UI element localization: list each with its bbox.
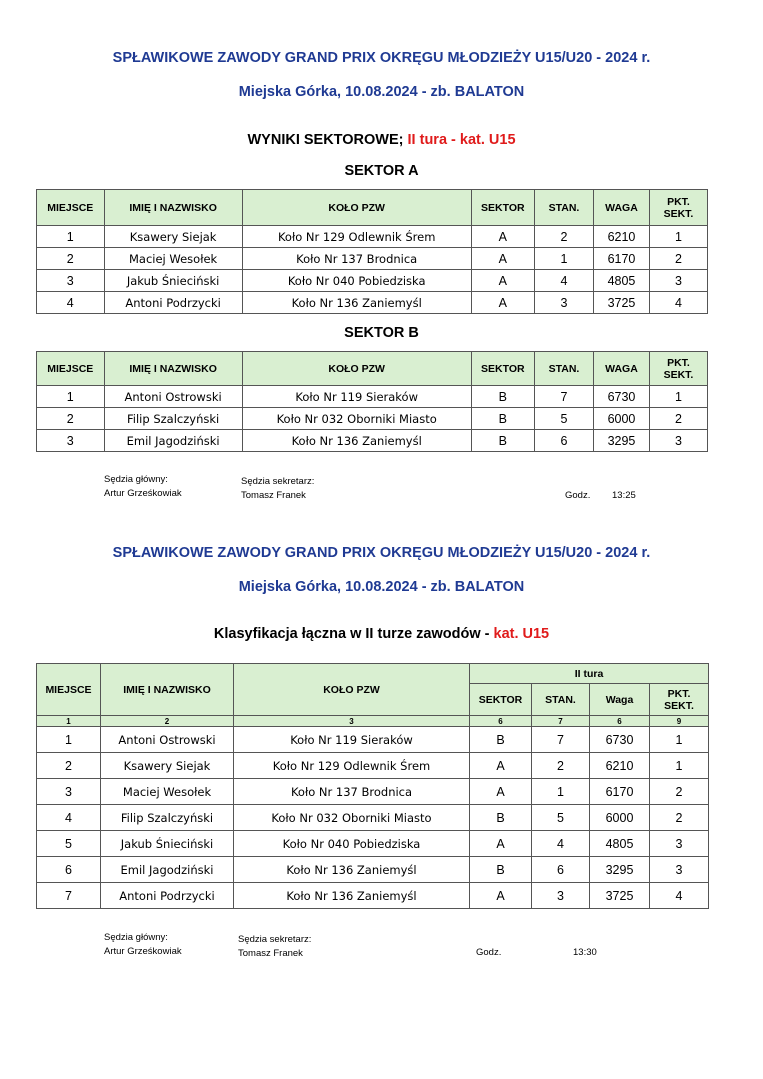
col-header-points	[650, 684, 709, 716]
col-header-name: IMIĘ I NAZWISKO	[104, 190, 242, 226]
table-row	[37, 857, 709, 883]
place-cell: 6	[37, 857, 101, 883]
stand-cell: 1	[532, 779, 590, 805]
table-row	[37, 270, 708, 292]
weight-cell: 3725	[590, 883, 650, 909]
club-cell: Koło Nr 032 Oborniki Miasto	[234, 805, 470, 831]
place-cell: 7	[37, 883, 101, 909]
weight-cell: 6210	[594, 226, 650, 248]
table-row	[37, 292, 708, 314]
col-header-weight: WAGA	[594, 190, 650, 226]
weight-cell: 4805	[590, 831, 650, 857]
report1-subtitle: Miejska Górka, 10.08.2024 - zb. BALATON	[238, 84, 525, 100]
club-cell: Koło Nr 129 Odlewnik Śrem	[242, 226, 471, 248]
points-cell: 3	[649, 430, 707, 452]
weight-cell: 6000	[594, 408, 650, 430]
secretary-label: Sędzia sekretarz:	[238, 934, 312, 945]
place-cell: 1	[37, 727, 101, 753]
club-cell: Koło Nr 137 Brodnica	[242, 248, 471, 270]
report1-heading-text: WYNIKI SEKTOROWE;	[247, 132, 408, 148]
table-row	[37, 805, 709, 831]
stand-cell: 6	[532, 857, 590, 883]
report1-heading	[0, 132, 763, 148]
table-row	[37, 386, 708, 408]
club-cell: Koło Nr 136 Zaniemyśl	[234, 883, 470, 909]
name-cell: Maciej Wesołek	[104, 248, 242, 270]
name-cell: Ksawery Siejak	[101, 753, 234, 779]
table-row	[37, 727, 709, 753]
col-header-points-line2: SEKT.	[663, 207, 694, 220]
sector-a-table	[36, 189, 708, 314]
weight-cell: 6730	[594, 386, 650, 408]
table-row	[37, 831, 709, 857]
table-header-row	[37, 352, 708, 386]
stand-cell: 2	[534, 226, 593, 248]
secretary-name: Tomasz Franek	[238, 948, 303, 959]
place-cell: 3	[37, 430, 105, 452]
stand-cell: 4	[532, 831, 590, 857]
col-number: 9	[650, 716, 709, 727]
place-cell: 1	[37, 226, 105, 248]
col-number: 6	[470, 716, 532, 727]
points-cell: 4	[650, 883, 709, 909]
weight-cell: 6170	[590, 779, 650, 805]
col-header-group-round: II tura	[470, 664, 709, 684]
table-row	[37, 408, 708, 430]
name-cell: Jakub Śnieciński	[101, 831, 234, 857]
col-header-points-line2: SEKT.	[663, 368, 694, 381]
place-cell: 5	[37, 831, 101, 857]
table-row	[37, 753, 709, 779]
sector-cell: B	[471, 430, 534, 452]
club-cell: Koło Nr 119 Sieraków	[242, 386, 471, 408]
points-cell: 2	[649, 408, 707, 430]
place-cell: 2	[37, 753, 101, 779]
column-number-row	[37, 716, 709, 727]
col-header-points	[649, 352, 707, 386]
club-cell: Koło Nr 040 Pobiedziska	[242, 270, 471, 292]
place-cell: 2	[37, 248, 105, 270]
club-cell: Koło Nr 032 Oborniki Miasto	[242, 408, 471, 430]
judge-signature-2	[104, 931, 182, 959]
report1-heading-category: II tura - kat. U15	[407, 132, 516, 148]
sector-cell: B	[470, 857, 532, 883]
club-cell: Koło Nr 119 Sieraków	[234, 727, 470, 753]
report2-heading-category: kat. U15	[493, 626, 550, 642]
weight-cell: 3295	[594, 430, 650, 452]
weight-cell: 4805	[594, 270, 650, 292]
club-cell: Koło Nr 040 Pobiedziska	[234, 831, 470, 857]
secretary-name: Tomasz Franek	[241, 490, 306, 501]
col-header-stand: STAN.	[532, 684, 590, 716]
col-header-points-line1: PKT.	[667, 687, 691, 700]
report1-title: SPŁAWIKOWE ZAWODY GRAND PRIX OKRĘGU MŁODZIEŻY U15/U20 - 2024 r.	[112, 50, 651, 66]
club-cell: Koło Nr 136 Zaniemyśl	[234, 857, 470, 883]
points-cell: 4	[649, 292, 707, 314]
table-row	[37, 226, 708, 248]
stand-cell: 7	[534, 386, 593, 408]
col-header-club: KOŁO PZW	[234, 664, 470, 716]
points-cell: 1	[649, 226, 707, 248]
weight-cell: 6000	[590, 805, 650, 831]
points-cell: 1	[650, 727, 709, 753]
col-header-place: MIEJSCE	[37, 352, 105, 386]
points-cell: 3	[649, 270, 707, 292]
judge-name: Artur Grześkowiak	[104, 946, 182, 957]
table-row	[37, 779, 709, 805]
sector-cell: A	[471, 248, 534, 270]
sector-cell: B	[471, 408, 534, 430]
col-header-sector: SEKTOR	[471, 190, 534, 226]
place-cell: 4	[37, 292, 105, 314]
points-cell: 2	[649, 248, 707, 270]
table-row	[37, 883, 709, 909]
judge-signature	[104, 473, 182, 501]
name-cell: Antoni Ostrowski	[104, 386, 242, 408]
stand-cell: 1	[534, 248, 593, 270]
weight-cell: 6730	[590, 727, 650, 753]
sector-cell: A	[470, 779, 532, 805]
sector-cell: B	[470, 727, 532, 753]
club-cell: Koło Nr 136 Zaniemyśl	[242, 292, 471, 314]
name-cell: Filip Szalczyński	[101, 805, 234, 831]
sector-a-title: SEKTOR A	[344, 163, 419, 179]
name-cell: Ksawery Siejak	[104, 226, 242, 248]
place-cell: 3	[37, 270, 105, 292]
stand-cell: 2	[532, 753, 590, 779]
points-cell: 1	[649, 386, 707, 408]
report2-title: SPŁAWIKOWE ZAWODY GRAND PRIX OKRĘGU MŁODZIEŻY U15/U20 - 2024 r.	[112, 545, 651, 561]
sector-cell: A	[471, 270, 534, 292]
col-header-club: KOŁO PZW	[242, 190, 471, 226]
weight-cell: 3725	[594, 292, 650, 314]
table-row	[37, 430, 708, 452]
stand-cell: 5	[532, 805, 590, 831]
name-cell: Antoni Podrzycki	[101, 883, 234, 909]
stand-cell: 5	[534, 408, 593, 430]
sector-cell: A	[470, 753, 532, 779]
table-row	[37, 248, 708, 270]
secretary-signature-2	[238, 933, 311, 961]
secretary-signature	[241, 475, 314, 503]
place-cell: 3	[37, 779, 101, 805]
col-number: 1	[37, 716, 101, 727]
col-header-place: MIEJSCE	[37, 190, 105, 226]
col-header-weight: WAGA	[594, 352, 650, 386]
points-cell: 1	[650, 753, 709, 779]
time-value: 13:25	[612, 490, 636, 501]
col-number: 6	[590, 716, 650, 727]
overall-table	[36, 663, 709, 909]
club-cell: Koło Nr 136 Zaniemyśl	[242, 430, 471, 452]
sector-b-table	[36, 351, 708, 452]
name-cell: Maciej Wesołek	[101, 779, 234, 805]
table-header-row	[37, 664, 709, 684]
place-cell: 4	[37, 805, 101, 831]
sector-cell: A	[470, 831, 532, 857]
secretary-label: Sędzia sekretarz:	[241, 476, 315, 487]
sector-cell: A	[471, 292, 534, 314]
name-cell: Emil Jagodziński	[101, 857, 234, 883]
judge-label: Sędzia główny:	[104, 474, 168, 485]
col-number: 7	[532, 716, 590, 727]
col-header-stand: STAN.	[534, 190, 593, 226]
weight-cell: 3295	[590, 857, 650, 883]
points-cell: 2	[650, 805, 709, 831]
stand-cell: 6	[534, 430, 593, 452]
sector-cell: A	[470, 883, 532, 909]
sector-cell: A	[471, 226, 534, 248]
stand-cell: 3	[532, 883, 590, 909]
col-number: 3	[234, 716, 470, 727]
report2-heading	[0, 626, 763, 642]
place-cell: 2	[37, 408, 105, 430]
col-header-sector: SEKTOR	[471, 352, 534, 386]
stand-cell: 3	[534, 292, 593, 314]
col-header-points-line2: SEKT.	[664, 699, 694, 712]
club-cell: Koło Nr 129 Odlewnik Śrem	[234, 753, 470, 779]
club-cell: Koło Nr 137 Brodnica	[234, 779, 470, 805]
sector-b-title: SEKTOR B	[344, 325, 419, 341]
sector-cell: B	[471, 386, 534, 408]
col-header-name: IMIĘ I NAZWISKO	[101, 664, 234, 716]
col-header-place: MIEJSCE	[37, 664, 101, 716]
stand-cell: 4	[534, 270, 593, 292]
stand-cell: 7	[532, 727, 590, 753]
col-header-weight: Waga	[590, 684, 650, 716]
points-cell: 3	[650, 831, 709, 857]
col-header-points	[649, 190, 707, 226]
time-label-2: Godz.	[476, 947, 502, 958]
name-cell: Antoni Podrzycki	[104, 292, 242, 314]
sector-cell: B	[470, 805, 532, 831]
report2-subtitle: Miejska Górka, 10.08.2024 - zb. BALATON	[238, 579, 525, 595]
weight-cell: 6170	[594, 248, 650, 270]
table-header-row	[37, 190, 708, 226]
col-header-name: IMIĘ I NAZWISKO	[104, 352, 242, 386]
col-number: 2	[101, 716, 234, 727]
name-cell: Emil Jagodziński	[104, 430, 242, 452]
col-header-sector: SEKTOR	[470, 684, 532, 716]
col-header-points-line1: PKT.	[667, 356, 690, 369]
col-header-stand: STAN.	[534, 352, 593, 386]
report2-heading-text: Klasyfikacja łączna w II turze zawodów -	[213, 626, 494, 642]
name-cell: Antoni Ostrowski	[101, 727, 234, 753]
name-cell: Filip Szalczyński	[104, 408, 242, 430]
time-label: Godz.	[565, 490, 591, 501]
judge-name: Artur Grześkowiak	[104, 488, 182, 499]
col-header-points-line1: PKT.	[667, 195, 690, 208]
place-cell: 1	[37, 386, 105, 408]
points-cell: 2	[650, 779, 709, 805]
col-header-club: KOŁO PZW	[242, 352, 471, 386]
time-value-2: 13:30	[573, 947, 597, 958]
judge-label: Sędzia główny:	[104, 932, 168, 943]
points-cell: 3	[650, 857, 709, 883]
name-cell: Jakub Śnieciński	[104, 270, 242, 292]
weight-cell: 6210	[590, 753, 650, 779]
